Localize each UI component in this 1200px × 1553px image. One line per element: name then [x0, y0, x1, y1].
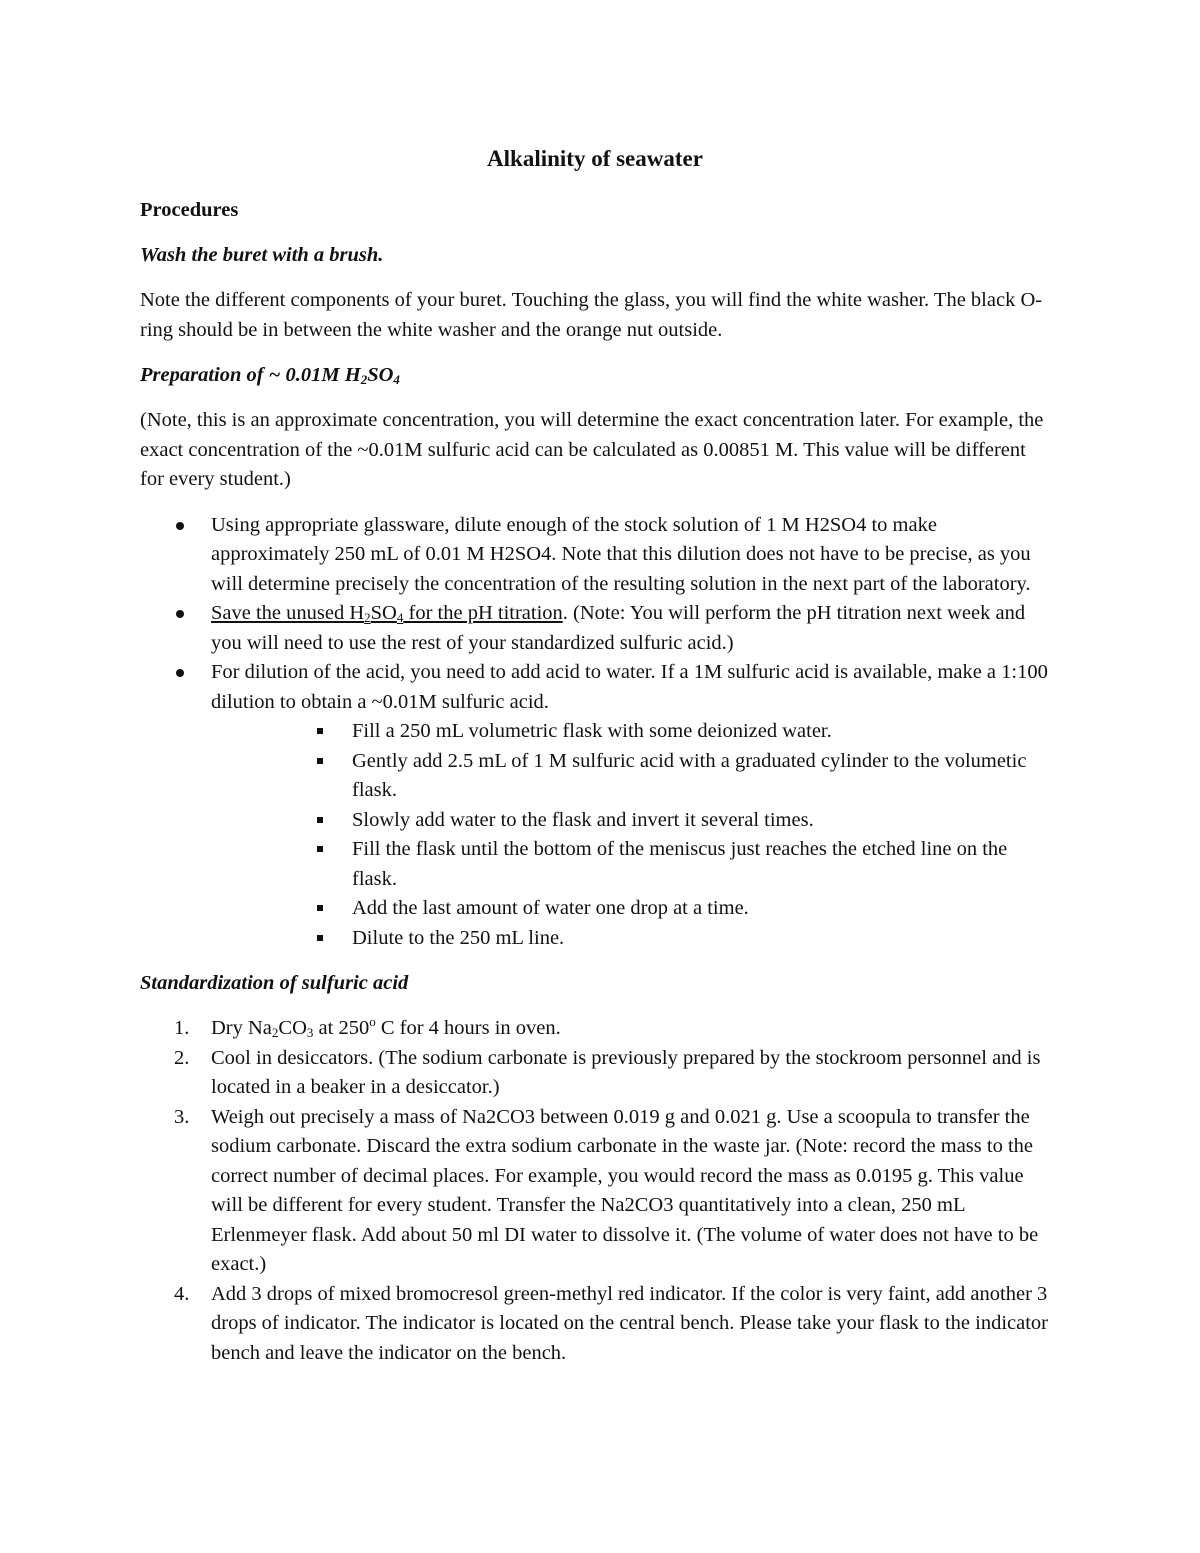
step1-sub2: 3 — [306, 1025, 314, 1040]
substep-item: Fill a 250 mL volumetric flask with some deionized water. — [140, 717, 1050, 747]
step1-sub1: 2 — [271, 1025, 279, 1040]
step-item-3 — [140, 1103, 1050, 1280]
save-underlined-suffix: for the pH titration — [403, 602, 563, 624]
standardization-heading: Standardization of sulfuric acid — [140, 972, 409, 994]
substep-item: Dilute to the 250 mL line. — [140, 924, 1050, 954]
substep-item: Slowly add water to the flask and invert it several times. — [140, 806, 1050, 836]
bullet-item-dilute: Using appropriate glassware, dilute enough of the stock solution of 1 M H2SO4 to make approximately 250 mL of 0.01 M H2SO4. Note that this dilution does not have to be precise, as you will determine precisely the concentration of the resulting solution in the next part of the laboratory. — [140, 511, 1050, 600]
step-number: 2. — [174, 1046, 190, 1069]
step-item-1 — [140, 1014, 1050, 1044]
preparation-note: (Note, this is an approximate concentration, you will determine the exact concentration later. For example, the exact concentration of the ~0.01M sulfuric acid can be calculated as 0.00851 M. This value will be different for every student.) — [140, 409, 1044, 490]
bullet-item-dilution — [140, 658, 1050, 953]
step-item-4 — [140, 1280, 1050, 1369]
preparation-heading — [140, 361, 1050, 390]
step-item-2 — [140, 1044, 1050, 1103]
standardization-step-list — [140, 1014, 1050, 1368]
step4-text: Add 3 drops of mixed bromocresol green-methyl red indicator. If the color is very faint, add another 3 drops of indicator. The indicator is located on the central bench. Please take your flask to the indicator bench and leave the indicator on the bench. — [211, 1282, 1049, 1364]
prep-heading-sub2: 4 — [393, 372, 400, 387]
save-sub1: 2 — [364, 610, 371, 625]
save-underlined-mid: SO — [370, 602, 397, 624]
step1-degree: o — [369, 1014, 376, 1030]
step-number: 1. — [174, 1017, 190, 1039]
procedures-heading: Procedures — [140, 199, 239, 221]
prep-heading-prefix: Preparation of ~ 0.01M H — [140, 364, 361, 386]
document-title: Alkalinity of seawater — [487, 146, 703, 171]
step1-b: CO — [278, 1017, 307, 1039]
step2-text: Cool in desiccators. (The sodium carbonate is previously prepared by the stockroom personnel and is located in a beaker in a desiccator.) — [211, 1046, 1041, 1098]
preparation-bullet-list — [140, 511, 1050, 954]
dilution-text: For dilution of the acid, you need to add acid to water. If a 1M sulfuric acid is available, make a 1:100 dilution to obtain a ~0.01M sulfuric acid. — [211, 661, 1048, 713]
wash-heading: Wash the buret with a brush. — [140, 244, 384, 266]
step1-d: C for 4 hours in oven. — [375, 1017, 561, 1039]
step1-c: at 250 — [313, 1017, 370, 1039]
step-number: 4. — [174, 1282, 190, 1305]
bullet-item-save — [140, 599, 1050, 658]
buret-note: Note the different components of your buret. Touching the glass, you will find the white washer. The black O-ring should be in between the white washer and the orange nut outside. — [140, 289, 1043, 341]
substep-item: Fill the flask until the bottom of the meniscus just reaches the etched line on the flask. — [140, 835, 1050, 894]
substep-item: Gently add 2.5 mL of 1 M sulfuric acid with a graduated cylinder to the volumetic flask. — [140, 747, 1050, 806]
step-number: 3. — [174, 1105, 190, 1128]
prep-heading-mid: SO — [367, 364, 394, 386]
step3-text: Weigh out precisely a mass of Na2CO3 between 0.019 g and 0.021 g. Use a scoopula to transfer the sodium carbonate. Discard the extra sodium carbonate in the waste jar. (Note: record the mass to the correct number of decimal places. For example, you would record the mass as 0.0195 g. This value will be different for every student. Transfer the Na2CO3 quantitatively into a clean, 250 mL Erlenmeyer flask. Add about 50 ml DI water to dissolve it. (The volume of water does not have to be exact.) — [211, 1105, 1039, 1275]
save-rest: . (Note: You will perform the pH titration next week and you will need to use the rest of your standardized sulfuric acid.) — [211, 602, 1026, 654]
step1-a: Dry Na — [211, 1017, 272, 1039]
substep-item: Add the last amount of water one drop at a time. — [140, 894, 1050, 924]
save-underlined-prefix: Save the unused H — [211, 602, 365, 624]
save-sub2: 4 — [396, 610, 404, 625]
prep-heading-sub1: 2 — [360, 372, 368, 387]
dilution-substep-list — [211, 717, 1050, 953]
